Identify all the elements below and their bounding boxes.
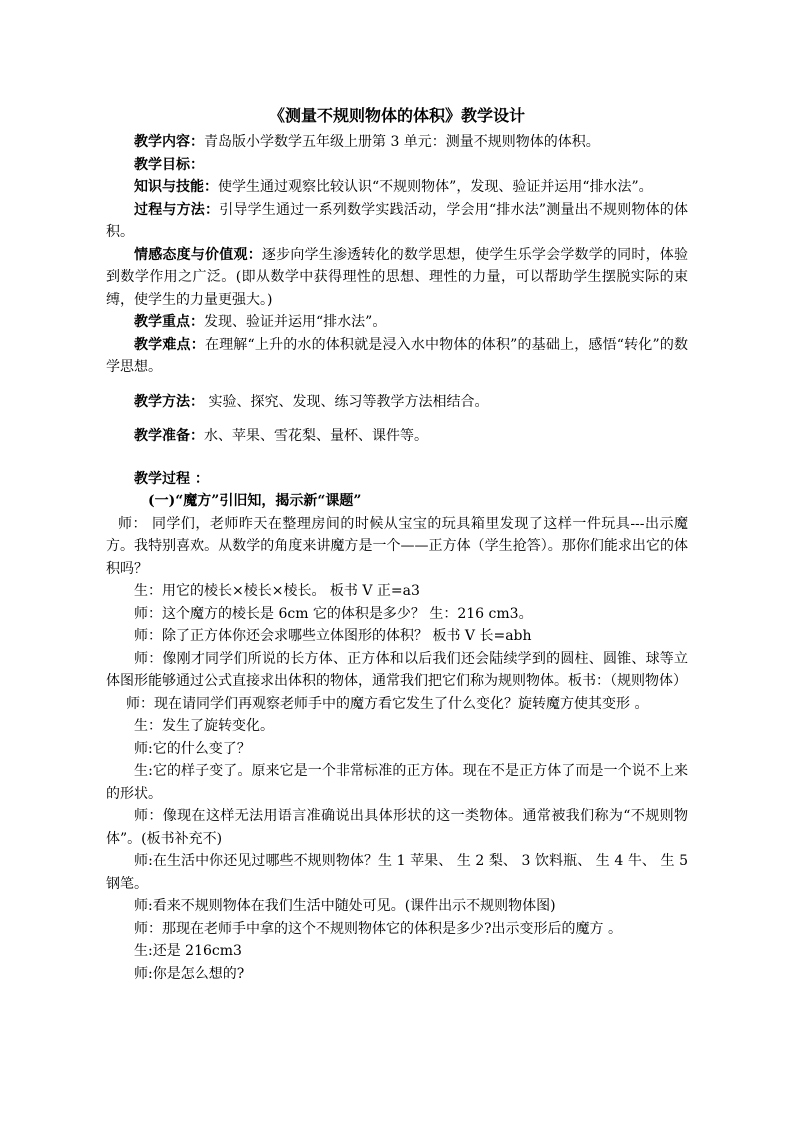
dialogue-line: 生：发生了旋转变化。 bbox=[134, 718, 274, 734]
methods-text: 实验、探究、发现、练习等教学方法相结合。 bbox=[208, 393, 489, 410]
dialogue-line: 师：现在请同学们再观察老师手中的魔方看它发生了什么变化？旋转魔方使其变形 。 bbox=[126, 695, 649, 712]
dialogue-line: 师:它的什么变了？ bbox=[134, 740, 251, 757]
dialogue-line: 生:还是 216cm3 bbox=[134, 943, 242, 959]
goals-heading: 教学目标： bbox=[134, 156, 204, 173]
prep-text: 水、苹果、雪花梨、量杯、课件等。 bbox=[204, 428, 428, 444]
methods-label: 教学方法 bbox=[134, 393, 190, 410]
attitude-paragraph: 情感态度与价值观：逐步向学生渗透转化的数学思想，使学生乐学会学数学的同时，体验到数学作用之广泛。(即从数学中获得理性的思想、理性的力量，可以帮助学生摆脱实际的束缚，使学生的力量更强大。) bbox=[106, 246, 689, 308]
dialogue-line: 师：这个魔方的棱长是 6cm 它的体积是多少？ 生：216 cm3。 bbox=[134, 605, 533, 622]
process-method-text: 引导学生通过一系列数学实践活动，学会用“排水法”测量出不规则物体的体积。 bbox=[106, 201, 689, 240]
content-text: 青岛版小学数学五年级上册第 3 单元：测量不规则物体的体积。 bbox=[204, 134, 600, 150]
dialogue-line: 生:它的样子变了。原来它是一个非常标准的正方体。现在不是正方体了而是一个说不上来的形状。 bbox=[106, 763, 688, 802]
difficulty-text: 在理解“上升的水的体积就是浸入水中物体的体积”的基础上，感悟“转化”的数学思想。 bbox=[106, 336, 689, 375]
key-point-paragraph: 教学重点：发现、验证并运用“排水法”。 bbox=[134, 314, 387, 330]
attitude-label: 情感态度与价值观 bbox=[134, 246, 248, 263]
key-point-label: 教学重点 bbox=[134, 314, 190, 330]
dialogue-line: 师：像刚才同学们所说的长方体、正方体和以后我们还会陆续学到的圆柱、圆锥、球等立体图形能够通过公式直接求出体积的物体，通常我们把它们称为规则物体。板书：（规则物体） bbox=[106, 650, 688, 689]
document-page bbox=[106, 103, 688, 985]
section-1-heading: (一)“魔方”引旧知，揭示新“课题” bbox=[148, 493, 362, 509]
dialogue-line: 师： 同学们，老师昨天在整理房间的时候从宝宝的玩具箱里发现了这样一件玩具---出示魔方。我特别喜欢。从数学的角度来讲魔方是一个——正方体（学生抢答）。那你们能求出它的体积吗？ bbox=[106, 515, 688, 577]
knowledge-label: 知识与技能 bbox=[134, 179, 204, 195]
process-heading: 教学过程 ： bbox=[134, 470, 209, 487]
process-method-label: 过程与方法 bbox=[134, 201, 205, 218]
dialogue-line: 师：除了正方体你还会求哪些立体图形的体积？ 板书 V 长=abh bbox=[134, 628, 532, 644]
dialogue-line: 师:看来不规则物体在我们生活中随处可见。(课件出示不规则物体图) bbox=[134, 898, 556, 914]
dialogue-line: 师：那现在老师手中拿的这个不规则物体它的体积是多少?出示变形后的魔方 。 bbox=[134, 920, 622, 937]
dialogue-line: 师:在生活中你还见过哪些不规则物体？生 1 苹果、 生 2 梨、 3 饮料瓶、 生 4 牛、 生 5 钢笔。 bbox=[106, 853, 688, 892]
attitude-text: 逐步向学生渗透转化的数学思想，使学生乐学会学数学的同时，体验到数学作用之广泛。(即从数学中获得理性的思想、理性的力量，可以帮助学生摆脱实际的束缚，使学生的力量更强大。) bbox=[106, 246, 689, 308]
prep-label: 教学准备 bbox=[134, 428, 190, 444]
process-method-paragraph: 过程与方法：引导学生通过一系列数学实践活动，学会用“排水法”测量出不规则物体的体积。 bbox=[106, 201, 689, 240]
content-paragraph: 教学内容：青岛版小学数学五年级上册第 3 单元：测量不规则物体的体积。 bbox=[134, 134, 600, 150]
dialogue-line: 生：用它的棱长×棱长×棱长。 板书 V 正=a3 bbox=[134, 583, 420, 599]
difficulty-label: 教学难点 bbox=[134, 336, 191, 353]
difficulty-paragraph: 教学难点：在理解“上升的水的体积就是浸入水中物体的体积”的基础上，感悟“转化”的数学思想。 bbox=[106, 336, 689, 375]
dialogue-line: 师:你是怎么想的? bbox=[134, 965, 245, 982]
knowledge-text: 使学生通过观察比较认识“不规则物体”，发现、验证并运用“排水法”。 bbox=[218, 179, 653, 195]
prep-paragraph: 教学准备：水、苹果、雪花梨、量杯、课件等。 bbox=[134, 428, 428, 444]
knowledge-paragraph: 知识与技能：使学生通过观察比较认识“不规则物体”，发现、验证并运用“排水法”。 bbox=[134, 179, 653, 195]
methods-paragraph: 教学方法： 实验、探究、发现、练习等教学方法相结合。 bbox=[134, 393, 489, 410]
content-label: 教学内容 bbox=[134, 134, 190, 150]
document-title: 《测量不规则物体的体积》教学设计 bbox=[268, 106, 525, 125]
dialogue-line: 师：像现在这样无法用语言准确说出具体形状的这一类物体。通常被我们称为“不规则物体”。(板书补充不) bbox=[106, 808, 688, 847]
key-point-text: 发现、验证并运用“排水法”。 bbox=[204, 314, 387, 330]
